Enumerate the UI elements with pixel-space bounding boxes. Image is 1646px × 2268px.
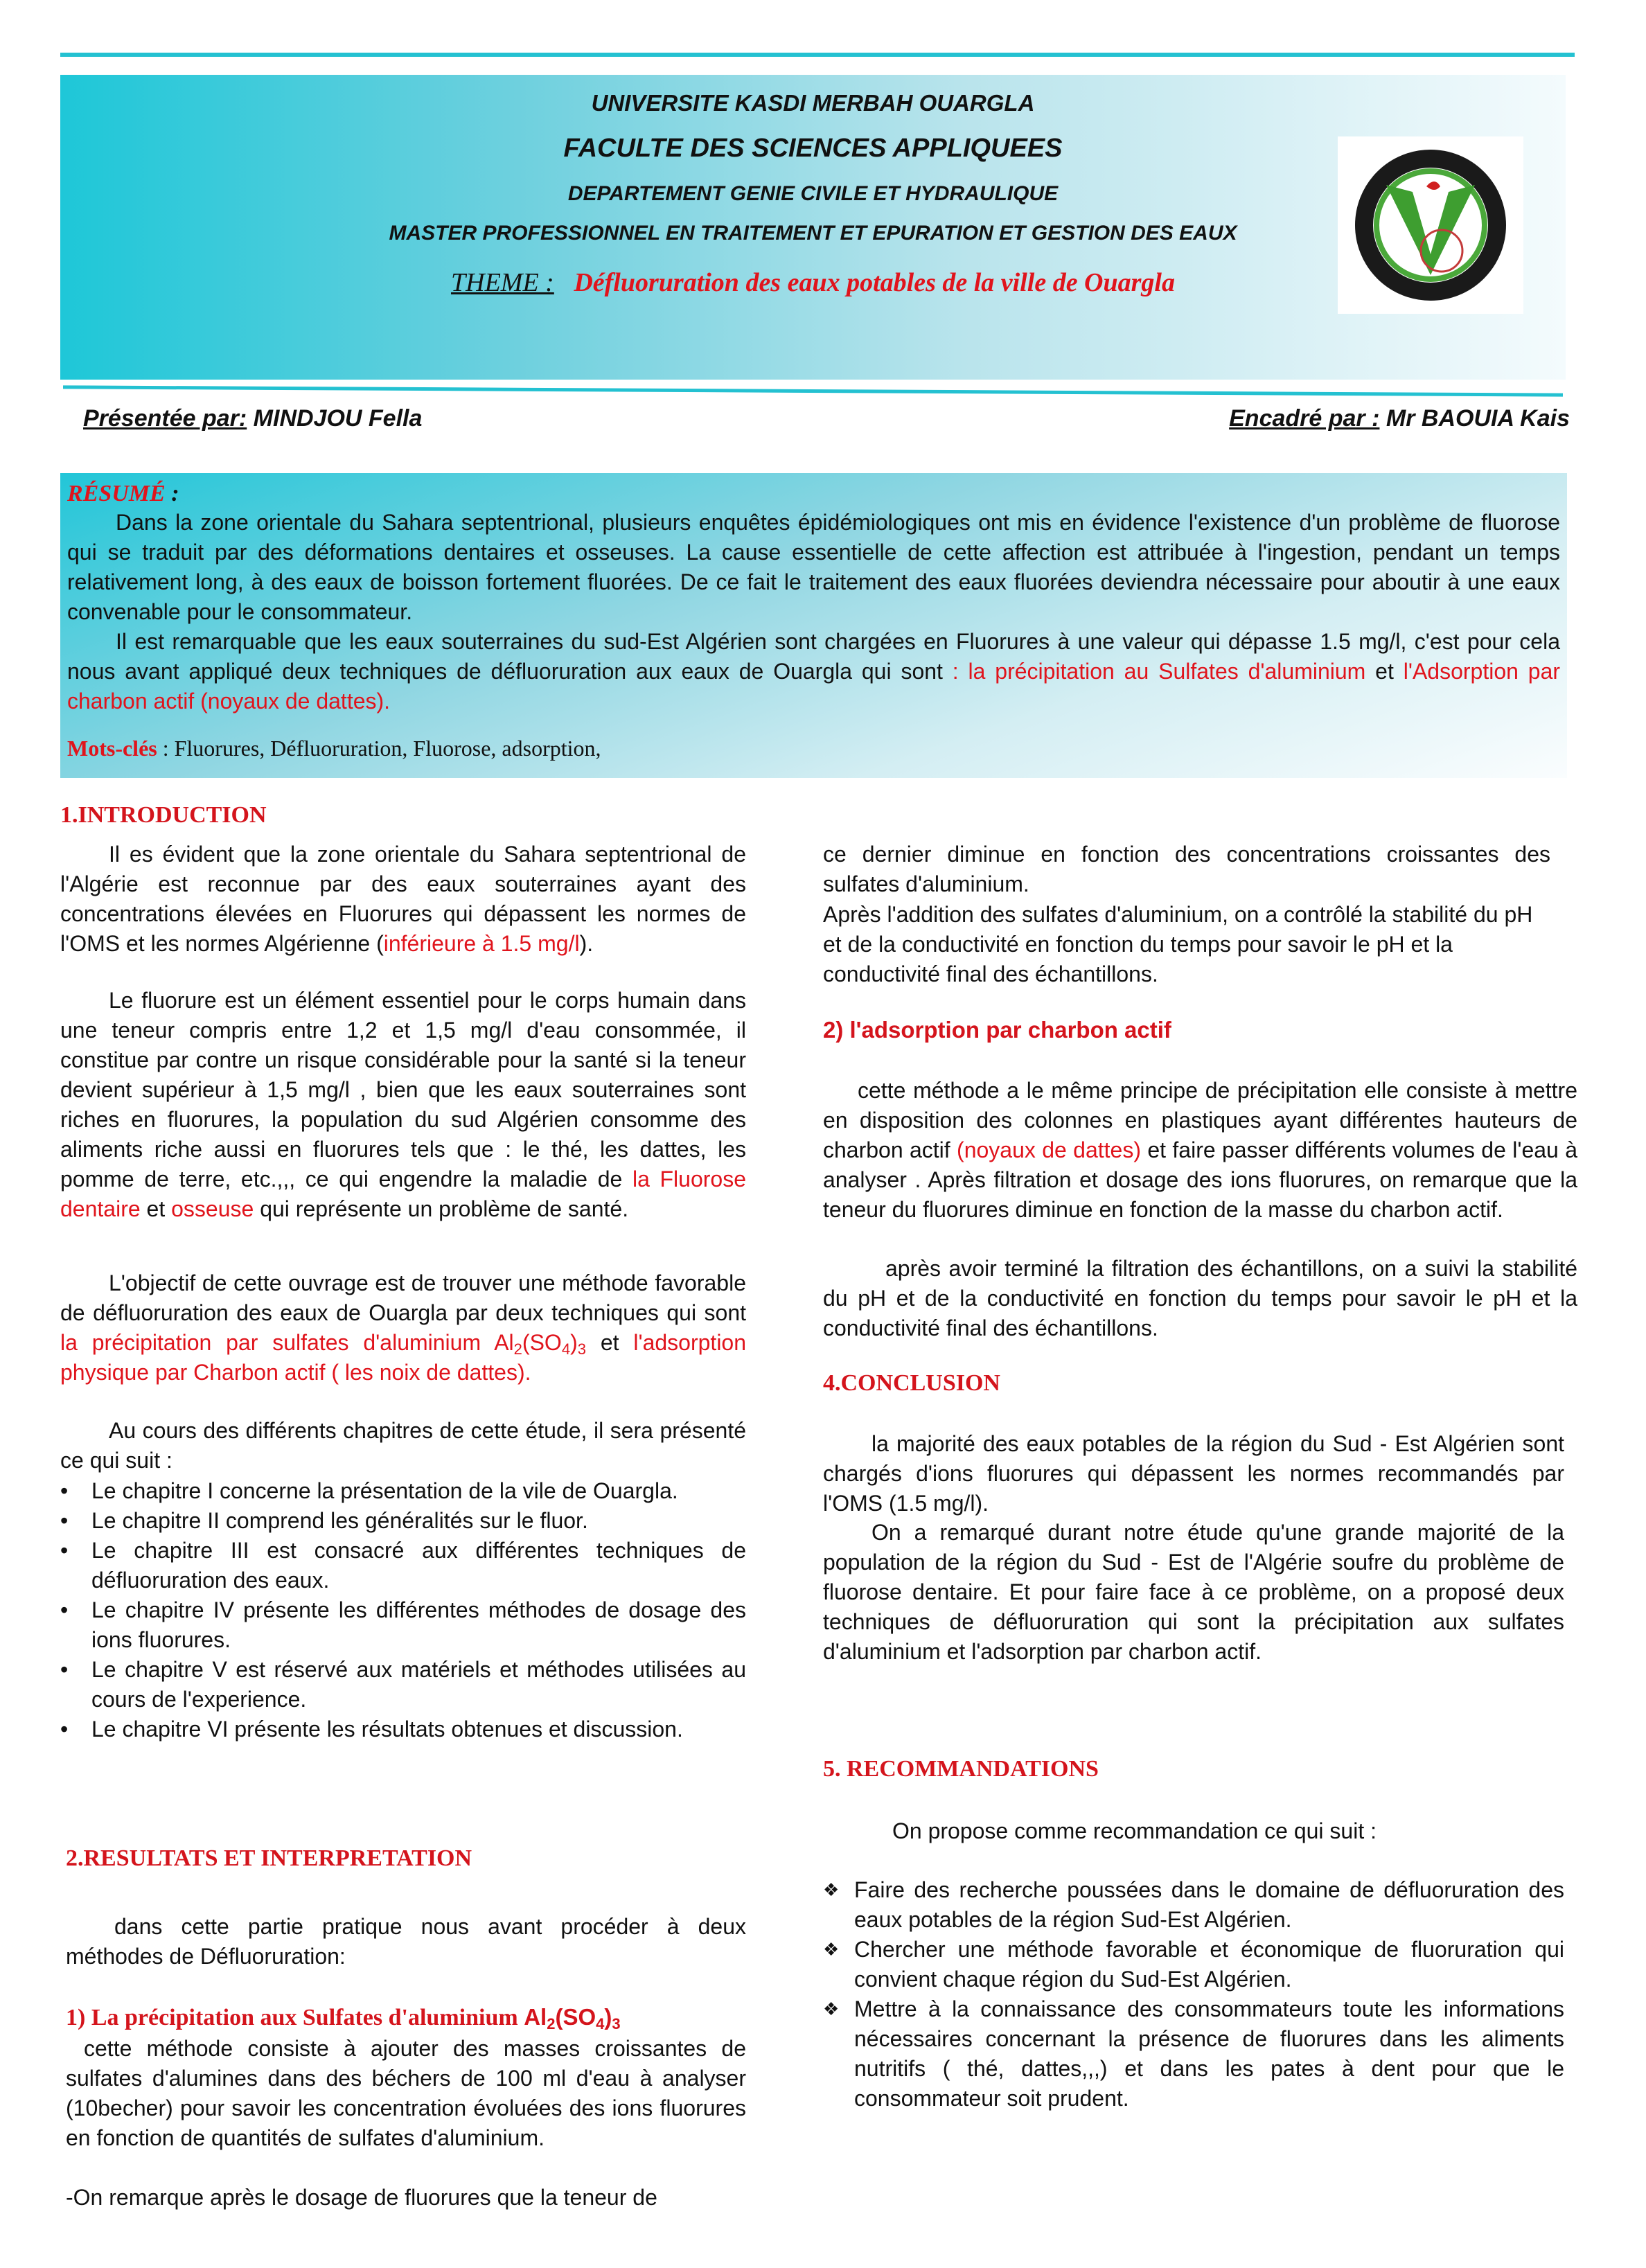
- top-rule: [60, 53, 1575, 57]
- chapter-list-item: • Le chapitre I concerne la présentation de la vile de Ouargla.: [60, 1476, 746, 1506]
- text-segment: (SO: [555, 2004, 596, 2030]
- text-segment: ).: [579, 931, 594, 956]
- text-segment: dans cette partie pratique nous avant procéder à deux méthodes de Défluoruration:: [66, 1914, 746, 1969]
- conclusion-paragraph: [823, 1429, 1564, 1518]
- highlighted-text: osseuse: [171, 1196, 254, 1221]
- text-segment: Après l'addition des sulfates d'aluminium, on a contrôlé la stabilité du pH et de la conductivité en fonction du temps pour savoir le pH et la conductivité final des échantillons.: [823, 902, 1533, 986]
- chapter-list-item: • Le chapitre V est réservé aux matériels et méthodes utilisées au cours de l'experience.: [60, 1655, 746, 1715]
- text-segment: 4: [596, 2015, 605, 2032]
- highlighted-text: (noyaux de dattes): [957, 1137, 1141, 1162]
- intro-paragraph: [60, 840, 746, 959]
- recommendations-heading: 5. RECOMMANDATIONS: [823, 1756, 1099, 1782]
- highlighted-text: (SO: [522, 1330, 562, 1355]
- text-segment: cette méthode consiste à ajouter des masses croissantes de sulfates d'alumines dans des béchers de 100 ml d'eau à analyser (10becher) pour savoir les concentration évoluées des ions fluorures en fonction de quantités de sulfates d'aluminium.: [66, 2036, 746, 2150]
- results-paragraph: [66, 1912, 746, 1972]
- supervised-by: [1229, 405, 1570, 432]
- text-segment: cette méthode a le même principe de précipitation elle consiste à mettre en disposition des colonnes en plastiques ayant différentes hauteurs de charbon actif: [823, 1078, 1577, 1162]
- intro-heading: 1.INTRODUCTION: [60, 802, 267, 828]
- presented-by: [83, 405, 422, 432]
- theme-label: THEME :: [451, 268, 554, 297]
- text-segment: 2: [547, 2015, 556, 2032]
- highlighted-text: la Fluorose dentaire: [60, 1167, 747, 1221]
- precipitation-heading: [66, 2004, 759, 2031]
- text-segment: Il es évident que la zone orientale du Sahara septentrional de l'Algérie est reconnue par des eaux souterraines ayant des concentrations élevées en Fluorures qui dépassent les normes de l'OMS et les normes Algérienne (: [60, 842, 746, 956]
- chapter-list-item: • Le chapitre VI présente les résultats obtenues et discussion.: [60, 1715, 746, 1744]
- highlighted-text: l'adsorption physique par Charbon actif ( les noix de dattes).: [60, 1330, 747, 1385]
- text-segment: Au cours des différents chapitres de cette étude, il sera présenté ce qui suit :: [60, 1418, 746, 1473]
- conclusion-paragraph: [823, 1518, 1564, 1667]
- faculty-name: FACULTE DES SCIENCES APPLIQUEES: [563, 134, 1063, 163]
- recommendation-item: ❖ Mettre à la connaissance des consommateurs toute les informations nécessaires concernant la présence de fluorures dans les aliments nutritifs ( thé, dattes,,,) et dans les pates à dent pour que le consommateur soit prudent.: [823, 1994, 1564, 2114]
- precipitation-title: 1) La précipitation aux Sulfates d'aluminium: [66, 2005, 524, 2030]
- intro-paragraph: [60, 1268, 746, 1388]
- highlighted-text: 4: [561, 1340, 571, 1358]
- text-segment: et: [140, 1196, 172, 1221]
- header-bottom-rule: [63, 385, 1563, 396]
- text-segment: Al: [524, 2004, 547, 2030]
- text-segment: -On remarque après le dosage de fluorures que la teneur de: [66, 2185, 657, 2210]
- highlighted-text: 2: [513, 1340, 522, 1358]
- precipitation-paragraph: [823, 840, 1550, 899]
- adsorption-heading: 2) l'adsorption par charbon actif: [823, 1017, 1171, 1043]
- recommendation-item: ❖ Chercher une méthode favorable et économique de fluoruration qui convient chaque région du Sud-Est Algérien.: [823, 1935, 1564, 1994]
- department-name: DEPARTEMENT GENIE CIVILE ET HYDRAULIQUE: [567, 182, 1059, 205]
- text-segment: 3: [612, 2015, 621, 2032]
- text-segment: et: [585, 1330, 634, 1355]
- chapter-list-item: • Le chapitre II comprend les généralités sur le fluor.: [60, 1506, 746, 1536]
- abstract-title: RÉSUMÉ: [67, 481, 166, 506]
- abstract-paragraph: [67, 627, 1560, 716]
- abstract-colon: :: [165, 481, 179, 506]
- supervised-label: Encadré par :: [1229, 405, 1380, 432]
- highlighted-text: la précipitation par sulfates d'aluminium Al: [60, 1330, 514, 1355]
- text-segment: Il est remarquable que les eaux souterraines du sud-Est Algérien sont chargées en Fluorures à une valeur qui dépasse 1.5 mg/l, c'est pour cela nous avant appliqué deux techniques de défluoruration aux eaux de Ouargla qui sont: [67, 629, 1560, 684]
- abstract-paragraph: [67, 508, 1560, 627]
- precipitation-paragraph: [66, 2034, 746, 2153]
- presented-name: MINDJOU Fella: [247, 405, 423, 432]
- intro-paragraph: [60, 986, 746, 1224]
- recommendations-list: [823, 1875, 1564, 2114]
- precipitation-paragraph: [66, 2183, 746, 2213]
- text-segment: On a remarqué durant notre étude qu'une grande majorité de la population de la région du Sud - Est de l'Algérie soufre du problème de fluorose dentaire. Et pour faire face à ce problème, on a proposé deux techniques de défluoruration qui sont la précipitation aux sulfates d'aluminium et l'adsorption par charbon actif.: [823, 1520, 1564, 1664]
- text-segment: ce dernier diminue en fonction des concentrations croissantes des sulfates d'aluminium.: [823, 842, 1550, 896]
- university-logo: [1338, 136, 1523, 314]
- presented-label: Présentée par:: [83, 405, 247, 432]
- highlighted-text: inférieure à 1.5 mg/l: [383, 931, 580, 956]
- master-name: MASTER PROFESSIONNEL EN TRAITEMENT ET EPURATION ET GESTION DES EAUX: [389, 222, 1237, 245]
- intro-paragraph: [60, 1416, 746, 1476]
- text-segment: qui représente un problème de santé.: [254, 1196, 629, 1221]
- highlighted-text: ): [570, 1330, 578, 1355]
- keywords-label: Mots-clés: [67, 736, 157, 761]
- university-name: UNIVERSITE KASDI MERBAH OUARGLA: [591, 90, 1035, 116]
- theme-title: Défluoruration des eaux potables de la ville de Ouargla: [574, 268, 1175, 297]
- text-segment: ): [604, 2004, 612, 2030]
- keywords-list: : Fluorures, Défluoruration, Fluorose, adsorption,: [157, 736, 601, 761]
- abstract-box: [60, 473, 1567, 778]
- results-heading: 2.RESULTATS ET INTERPRETATION: [66, 1845, 472, 1871]
- highlighted-text: : la précipitation au Sulfates d'aluminium: [952, 659, 1366, 684]
- highlighted-text: l'Adsorption par charbon actif (noyaux de dattes).: [67, 659, 1561, 714]
- text-segment: Dans la zone orientale du Sahara septentrional, plusieurs enquêtes épidémiologiques ont mis en évidence l'existence d'un problème de fluorose qui se traduit par des déformations dentaires et osseuses. La cause essentielle de cette affection est attribuée à l'ingestion, pendant un temps relativement long, à des eaux de boisson fortement fluorées. De ce fait le traitement des eaux fluorées deviendra nécessaire pour aboutir à une eaux convenable pour le consommateur.: [67, 510, 1560, 624]
- logo-emblem-icon: [1338, 136, 1523, 314]
- chapter-list-item: • Le chapitre IV présente les différentes méthodes de dosage des ions fluorures.: [60, 1595, 746, 1655]
- text-segment: L'objectif de cette ouvrage est de trouver une méthode favorable de défluoruration des eaux de Ouargla par deux techniques qui sont: [60, 1270, 746, 1325]
- text-segment: Le fluorure est un élément essentiel pour le corps humain dans une teneur compris entre 1,2 et 1,5 mg/l d'eau consommée, il constitue par contre un risque considérable pour la santé si la teneur devient supérieur à 1,5 mg/l , bien que les eaux souterraines sont riches en fluorures, la population du sud Algérien consomme des aliments riche aussi en fluorures tels que : le thé, les dattes, les pomme de terre, etc.,,, ce qui engendre la maladie de: [60, 988, 746, 1191]
- keywords: [67, 736, 1560, 761]
- conclusion-heading: 4.CONCLUSION: [823, 1370, 1000, 1396]
- recommendations-intro: On propose comme recommandation ce qui suit :: [892, 1818, 1377, 1843]
- precipitation-formula: [524, 2004, 620, 2030]
- adsorption-paragraph: [823, 1254, 1577, 1343]
- text-segment: et: [1365, 659, 1404, 684]
- highlighted-text: 3: [577, 1340, 586, 1358]
- chapter-list-item: • Le chapitre III est consacré aux différentes techniques de défluoruration des eaux.: [60, 1536, 746, 1595]
- precipitation-paragraph: [823, 900, 1550, 989]
- text-segment: la majorité des eaux potables de la région du Sud - Est Algérien sont chargés d'ions fluorures qui dépassent les normes recommandés par l'OMS (1.5 mg/l).: [823, 1431, 1564, 1516]
- adsorption-paragraph: [823, 1076, 1577, 1225]
- text-segment: et faire passer différents volumes de l'eau à analyser . Après filtration et dosage des ions fluorures, on remarque que la teneur du fluorures diminue en fonction de la masse du charbon actif.: [823, 1137, 1577, 1222]
- text-segment: après avoir terminé la filtration des échantillons, on a suivi la stabilité du pH et de la conductivité en fonction du temps pour savoir le pH et la conductivité final des échantillons.: [823, 1256, 1577, 1340]
- recommendation-item: ❖ Faire des recherche poussées dans le domaine de défluoruration des eaux potables de la région Sud-Est Algérien.: [823, 1875, 1564, 1935]
- chapter-list: [60, 1476, 746, 1744]
- supervised-name: Mr BAOUIA Kais: [1379, 405, 1570, 432]
